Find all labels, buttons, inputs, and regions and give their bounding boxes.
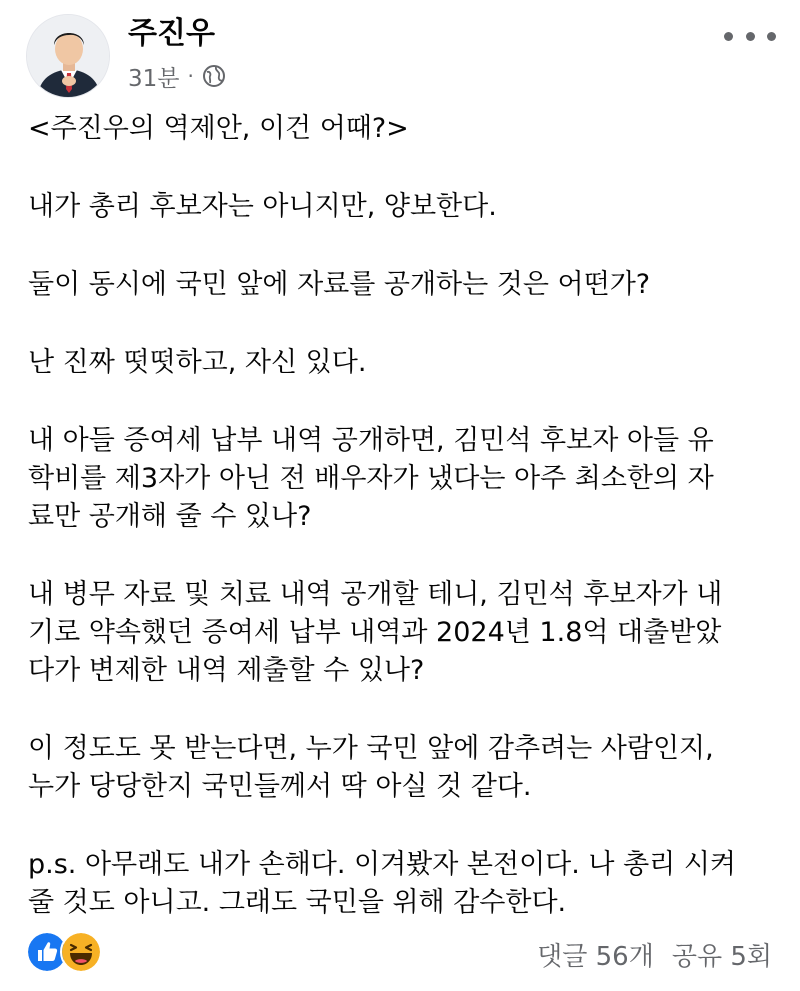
comments-count-link[interactable]: 댓글 56개 [537, 941, 654, 972]
more-horizontal-icon-dot [767, 32, 776, 41]
author-avatar[interactable] [26, 14, 110, 98]
post-paragraph: 둘이 동시에 국민 앞에 자료를 공개하는 것은 어떤가? [28, 269, 651, 300]
more-horizontal-icon [724, 32, 733, 41]
globe-icon[interactable] [202, 64, 226, 88]
post-footer [0, 928, 800, 984]
reactions-summary[interactable] [26, 932, 102, 972]
post-paragraph: 난 진짜 떳떳하고, 자신 있다. [28, 347, 367, 378]
post-body [28, 110, 778, 962]
meta-separator: · [187, 64, 194, 88]
more-horizontal-icon-dot [746, 32, 755, 41]
shares-count-link[interactable]: 공유 5회 [671, 941, 772, 972]
avatar-portrait [27, 15, 110, 98]
author-name[interactable]: 주진우 [128, 16, 215, 51]
more-options-button[interactable] [724, 20, 776, 52]
post-paragraph-title: <주진우의 역제안, 이건 어때?> [28, 113, 409, 144]
post-meta [128, 60, 226, 92]
post-paragraph: 내 병무 자료 및 치료 내역 공개할 테니, 김민석 후보자가 내 기로 약속했던 증여세 납부 내역과 2024년 1.8억 대출받았 다가 변제한 내역 제출할 수 있나? [28, 579, 723, 686]
post-paragraph: 내가 총리 후보자는 아니지만, 양보한다. [28, 191, 497, 222]
post-paragraph: 이 정도도 못 받는다면, 누가 국민 앞에 감추려는 사람인지, 누가 당당한지 국민들께서 딱 아실 것 같다. [28, 733, 714, 802]
post-paragraph-ps: p.s. 아무래도 내가 손해다. 이겨봤자 본전이다. 나 총리 시켜 줄 것도 아니고. 그래도 국민을 위해 감수한다. [28, 849, 736, 918]
post-header [0, 0, 800, 112]
post-paragraph: 내 아들 증여세 납부 내역 공개하면, 김민석 후보자 아들 유 학비를 제3자가 아닌 전 배우자가 냈다는 아주 최소한의 자 료만 공개해 줄 수 있나? [28, 425, 714, 532]
engagement-stats [537, 934, 772, 974]
post-time[interactable]: 31분 [128, 65, 180, 92]
haha-icon [60, 931, 102, 973]
